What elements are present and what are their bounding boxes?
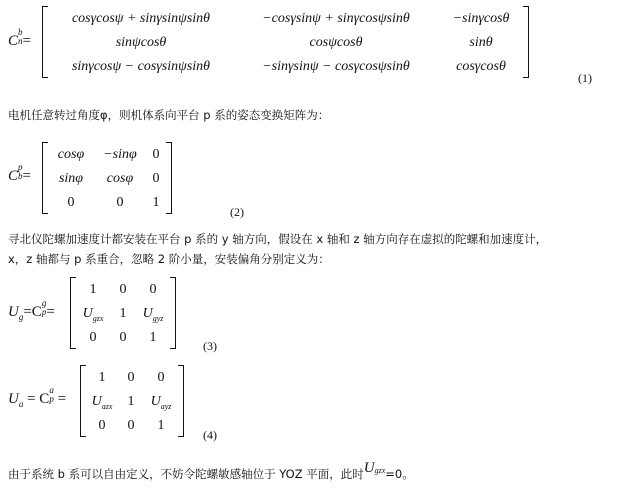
eq3-lhs-sub: g [18,312,24,322]
eq3-cell-r1c3: 0 [149,282,157,297]
eq4-cell-r2c1-sub: azx [101,401,113,411]
eq4-cell-r1c2: 0 [127,370,135,385]
eq3-lhs-symbol: U [8,304,19,320]
eq3-cell-r2c3-symbol: U [142,306,153,321]
eq3-equals: = [46,304,55,320]
eq2-lhs [8,161,31,184]
eq2-cell-r2c2: cosφ [106,171,134,186]
eq1-cell-r2c3: sinθ [469,35,493,50]
eq2-number: (2) [230,205,244,219]
eq4-cell-r2c3 [144,395,178,409]
eq3-cell-r1c2: 0 [119,282,127,297]
eq3-cell-r2c1-sub: gzx [92,313,104,323]
eq4-cell-r2c3-sub: ayz [160,401,172,411]
eq1-equals: = [22,33,31,49]
paragraph-3-symbol-sub: gzx [374,466,386,476]
eq1-cell-r3c3: cosγcosθ [456,59,506,74]
eq2-equals: = [22,168,31,184]
eq1-lhs [8,26,31,49]
eq4-lhs-sub: a [18,399,24,409]
eq4-mid-sub: p [49,393,54,404]
eq4-cell-r2c3-symbol: U [150,394,161,409]
paragraph-1: 电机任意转过角度φ，则机体系向平台 p 系的姿态变换矩阵为： [8,108,330,122]
paragraph-3 [8,460,414,483]
eq3-lhs [8,297,55,322]
eq3-mid-sup: g [41,297,47,308]
eq1-cell-r2c1: sinψcosθ [115,35,167,50]
eq2-cell-r3c2: 0 [116,195,124,210]
eq4-bracket-right [178,365,184,437]
eq3-cell-r1c1: 1 [89,282,97,297]
eq2-cell-r1c3: 0 [152,147,160,162]
eq4-lhs [8,384,67,409]
eq1-lhs-sub: n [18,35,23,46]
eq3-cell-r3c3: 1 [149,330,157,345]
eq1-bracket-left [42,6,48,78]
eq2-cell-r1c2: −sinφ [103,147,137,162]
eq4-cell-r3c1: 0 [98,418,106,433]
paragraph-2-line-2: x，z 轴都与 p 系重合，忽略 2 阶小量，安装偏角分别定义为： [8,252,330,266]
paragraph-2-line-1: 寻北仪陀螺加速度计都安装在平台 p 系的 y 轴方向，假设在 x 轴和 z 轴方向存在虚拟的陀螺和加速度计， [8,232,548,246]
eq1-bracket-right [523,6,529,78]
eq2-cell-r3c3: 1 [152,195,160,210]
eq3-mid: =C [23,304,42,320]
eq1-lhs-symbol: C [8,33,19,49]
eq2-bracket-right [166,142,172,214]
eq1-cell-r2c2: cosψcosθ [309,35,363,50]
paragraph-3-text: 由于系统 b 系可以自由定义，不妨令陀螺敏感轴位于 YOZ 平面，此时 [8,467,364,481]
eq1-number: (1) [578,71,592,85]
eq4-cell-r2c1-symbol: U [91,394,102,409]
eq4-cell-r1c3: 0 [157,370,165,385]
eq3-cell-r2c1-symbol: U [82,306,93,321]
eq4-cell-r3c2: 0 [127,418,135,433]
eq3-cell-r2c2: 1 [119,306,127,321]
eq2-cell-r2c3: 0 [152,171,160,186]
eq4-mid-sup: a [49,384,54,395]
eq4-number: (4) [203,428,217,442]
eq3-bracket-right [170,277,176,349]
eq3-cell-r3c1: 0 [89,330,97,345]
paragraph-3-symbol: U [363,460,375,476]
eq1-cell-r1c1: cosγcosψ + sinγsinψsinθ [71,11,211,26]
eq2-cell-r1c1: cosφ [57,147,85,162]
eq2-lhs-sup: p [18,161,23,172]
eq4-mid: = C [27,391,50,407]
eq4-cell-r2c1 [86,395,118,409]
eq2-cell-r3c1: 0 [67,195,75,210]
paragraph-3-tail: =0。 [385,467,414,481]
eq1-cell-r3c2: −sinγsinψ − cosγcosψsinθ [262,59,410,74]
eq2-cell-r2c1: sinφ [58,171,84,186]
eq4-equals: = [57,391,67,407]
eq4-cell-r3c3: 1 [157,418,165,433]
eq4-cell-r1c1: 1 [98,370,106,385]
eq1-cell-r3c1: sinγcosψ − cosγsinψsinθ [71,59,211,74]
eq4-cell-r2c2: 1 [127,394,135,409]
eq3-cell-r2c3-sub: gyz [152,313,164,323]
eq3-cell-r2c1 [76,307,110,321]
eq3-number: (3) [203,339,217,353]
eq4-lhs-symbol: U [8,391,19,407]
eq1-cell-r1c3: −sinγcosθ [452,11,510,26]
eq1-lhs-sup: b [18,26,23,37]
eq3-mid-sub: p [41,306,47,317]
eq3-cell-r2c3 [136,307,170,321]
eq1-cell-r1c2: −cosγsinψ + sinγcosψsinθ [262,11,410,26]
eq3-cell-r3c2: 0 [119,330,127,345]
eq2-lhs-symbol: C [8,168,19,184]
eq2-lhs-sub: b [18,170,23,181]
